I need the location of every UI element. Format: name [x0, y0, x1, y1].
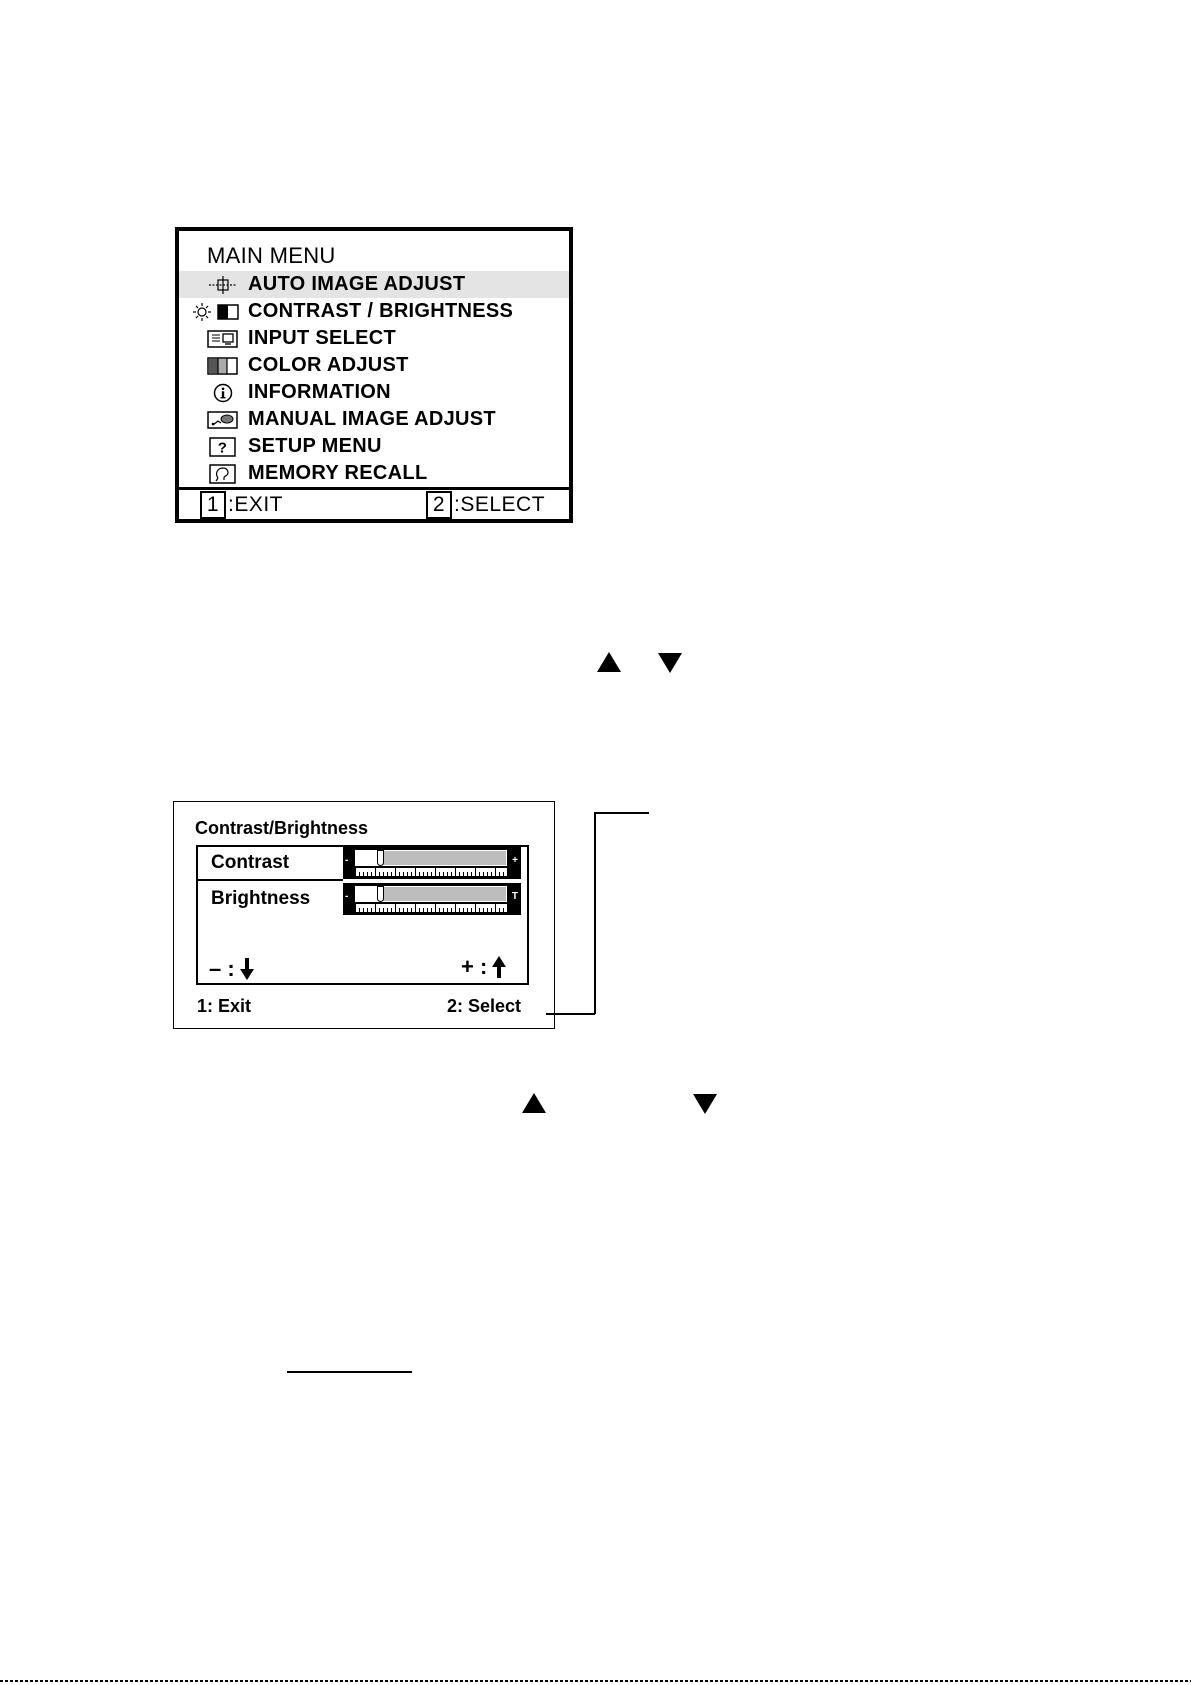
underline-rule — [287, 1371, 412, 1373]
brightness-minus: - — [345, 891, 349, 902]
menu-item-information[interactable] — [179, 379, 569, 406]
contrast-plus: + — [512, 855, 518, 866]
contrast-minus: - — [345, 855, 349, 866]
contrast-label: Contrast — [211, 852, 290, 873]
contrast-brightness-title: Contrast/Brightness — [195, 818, 369, 838]
brightness-track — [355, 886, 507, 902]
brightness-plus: T — [511, 891, 518, 902]
contrast-track — [355, 850, 507, 866]
increase-label: + : — [461, 954, 488, 979]
contrast-slider[interactable] — [343, 847, 521, 879]
callout-line — [594, 812, 596, 1014]
main-menu-list — [179, 271, 569, 487]
brightness-label: Brightness — [211, 888, 311, 909]
memory-recall-icon — [207, 464, 239, 484]
main-menu-title: MAIN MENU — [207, 243, 336, 268]
up-arrow-icon — [522, 1093, 546, 1113]
menu-item-auto-image-adjust[interactable] — [179, 271, 569, 298]
decrease-label: – : — [209, 956, 235, 981]
menu-item-input-select[interactable] — [179, 325, 569, 352]
menu-item-memory-recall[interactable] — [179, 460, 569, 487]
menu-item-setup-menu[interactable] — [179, 433, 569, 460]
menu-item-contrast-brightness[interactable] — [179, 298, 569, 325]
main-menu-footer — [179, 490, 569, 519]
row-divider — [198, 879, 343, 881]
select-key: 2 — [426, 491, 452, 519]
increase-control[interactable] — [461, 954, 507, 980]
menu-item-color-adjust[interactable] — [179, 352, 569, 379]
menu-item-label: MANUAL IMAGE ADJUST — [248, 408, 496, 430]
menu-item-label: CONTRAST / BRIGHTNESS — [248, 300, 514, 322]
information-icon — [207, 383, 239, 403]
up-arrow-icon — [597, 652, 621, 672]
select-hint[interactable]: 2: Select — [447, 996, 522, 1016]
menu-item-label: INFORMATION — [248, 381, 391, 403]
menu-item-label: COLOR ADJUST — [248, 354, 409, 376]
contrast-thumb[interactable] — [377, 850, 384, 866]
brightness-ticks — [355, 904, 507, 912]
brightness-slider[interactable] — [343, 883, 521, 915]
up-arrow-icon — [491, 955, 507, 979]
page-bottom-rule — [0, 1680, 1191, 1682]
adjustment-box — [196, 845, 529, 985]
setup-menu-icon — [207, 437, 239, 457]
select-label: :SELECT — [454, 493, 546, 516]
menu-item-label: MEMORY RECALL — [248, 462, 428, 484]
callout-line — [594, 812, 649, 814]
exit-hint[interactable]: 1: Exit — [197, 996, 252, 1016]
exit-key: 1 — [200, 491, 226, 519]
down-arrow-icon — [239, 957, 255, 981]
decrease-control[interactable] — [209, 956, 255, 982]
manual-image-adjust-icon — [207, 410, 239, 430]
menu-item-label: AUTO IMAGE ADJUST — [248, 273, 466, 295]
brightness-fill — [356, 887, 379, 901]
select-control[interactable] — [426, 491, 545, 519]
down-arrow-icon — [693, 1094, 717, 1114]
exit-control[interactable] — [200, 491, 283, 519]
exit-label: :EXIT — [228, 493, 284, 516]
brightness-thumb[interactable] — [377, 886, 384, 902]
menu-item-manual-image-adjust[interactable] — [179, 406, 569, 433]
callout-line — [546, 1013, 595, 1015]
menu-item-label: INPUT SELECT — [248, 327, 397, 349]
contrast-ticks — [355, 868, 507, 876]
main-menu-panel — [175, 227, 573, 523]
contrast-fill — [356, 851, 379, 865]
menu-item-label: SETUP MENU — [248, 435, 382, 457]
auto-adjust-icon — [207, 275, 239, 295]
input-select-icon — [207, 329, 239, 349]
contrast-brightness-panel — [173, 801, 555, 1029]
color-adjust-icon — [207, 356, 239, 376]
contrast-brightness-icon — [193, 302, 241, 322]
svg-text:?: ? — [217, 439, 228, 457]
down-arrow-icon — [658, 653, 682, 673]
